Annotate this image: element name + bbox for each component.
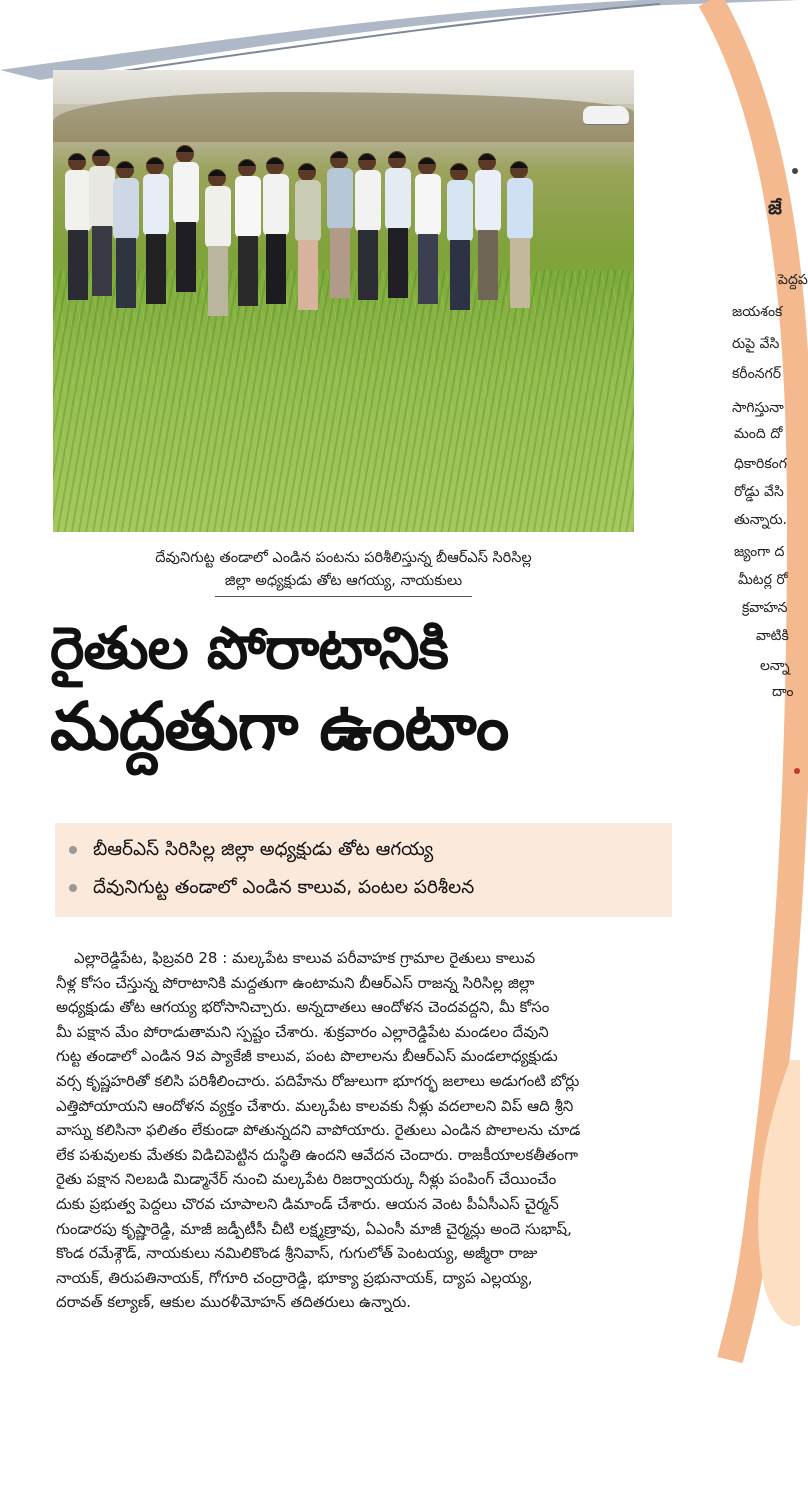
adjacent-subhead: జే [768,197,782,219]
body-line: దుకు ప్రభుత్వ పెద్దలు చొరవ చూపాలని డిమాండ్ చేశారు. ఆయన వెంట పీఏసీఎస్ చైర్మన్ [56,1194,559,1213]
adjacent-line: వాటికి [756,628,789,644]
body-line: అధ్యక్షుడు తోట ఆగయ్య భరోసానిచ్చారు. అన్నదాతలు ఆందోళన చెందవద్దని, మీ కోసం [56,998,550,1017]
body-line: కొండ రమేశ్గౌడ్, నాయకులు నమిలికొండ శ్రీనివాస్, గుగులోత్ పెంటయ్య, అజ్మీరా రాజు [56,1244,538,1263]
adjacent-line: రుపై వేసి [732,336,780,352]
body-line: ఎత్తిపోయాయని ఆందోళన వ్యక్తం చేశారు. మల్కపేట కాలవకు నీళ్లు వదలాలని విప్ ఆది శ్రీని [56,1096,574,1115]
body-line: లేక పశువులకు మేతకు విడిచిపెట్టిన దుస్థితి ఉందని ఆవేదన చెందారు. రాజకీయాలకతీతంగా [56,1145,579,1164]
highlight-item: దేవునిగుట్ట తండాలో ఎండిన కాలువ, పంటల పరిశీలన [69,869,658,907]
body-line: వాస్ను కలిసినా ఫలితం లేకుండా పోతున్నదని వాపోయారు. రైతులు ఎండిన పొలాలను చూడ [56,1121,581,1140]
red-dot-decoration [794,768,800,774]
body-line: ఎల్లారెడ్డిపేట, ఫిబ్రవరి 28 : మల్కపేట కాలువ పరీవాహక గ్రామాల రైతులు కాలువ [74,949,536,967]
bullet-icon [792,168,798,174]
adjacent-line: లన్నా [760,658,790,674]
caption-line-2: జిల్లా అధ్యక్షుడు తోట ఆగయ్య, నాయకులు [215,570,472,597]
body-line: నాయక్, తిరుపతినాయక్, గోగూరి చంద్రారెడ్డి, భూక్యా ప్రభునాయక్, ద్యాప ఎల్లయ్య, [56,1268,533,1287]
caption-line-1: దేవునిగుట్ట తండాలో ఎండిన పంటను పరిశీలిస్తున్న బీఆర్ఎస్ సిరిసిల్ల [155,550,532,566]
bullet-icon [69,846,77,854]
adjacent-line: దాం [772,684,794,700]
photo-caption [53,547,634,597]
body-line: గుట్ట తండాలో ఎండిన 9వ ప్యాకేజీ కాలువ, పంట పొలాలను బీఆర్ఎస్ మండలాధ్యక్షుడు [56,1047,558,1066]
body-line: వర్స కృష్ణహరితో కలిసి పరిశీలించారు. పదిహేను రోజులుగా భూగర్భ జలాలు అడుగంటి బోర్లు [56,1071,580,1090]
headline-line-1: రైతుల పోరాటానికి [50,614,448,682]
adjacent-line: కరీంనగర్ [732,366,781,382]
news-photo [53,70,634,532]
adjacent-line: జయశంక [732,304,783,320]
adjacent-line: ధికారికంగ [734,456,787,472]
headline [50,612,690,770]
adjacent-line: తున్నారు. [734,512,788,528]
body-line: నీళ్ల కోసం చేస్తున్న పోరాటానికి మద్దతుగా ఉంటామని బీఆర్ఎస్ రాజన్న సిరిసిల్ల జిల్లా [56,973,535,992]
headline-line-2: మద్దతుగా ఉంటాం [50,688,509,765]
adjacent-line: సాగిస్తునా [732,400,784,416]
adjacent-line: రోడ్డు వేసి [734,484,784,500]
body-line: దరావత్ కల్యాణ్, ఆకుల మురళీమోహన్ తదితరులు ఉన్నారు. [56,1293,412,1312]
adjacent-article-column [728,160,808,780]
article-body [56,946,768,1315]
bullet-icon [69,884,77,892]
group-of-people [53,70,634,532]
adjacent-line: పెద్దప [778,272,808,288]
adjacent-line: క్రవాహన [742,600,788,616]
highlight-item: బీఆర్ఎస్ సిరిసిల్ల జిల్లా అధ్యక్షుడు తోట ఆగయ్య [69,831,658,869]
adjacent-line: మంది దో [734,426,783,442]
body-line: రైతు పక్షాన నిలబడి మిడ్మానేర్ నుంచి మల్కపేట రిజర్వాయర్కు నీళ్లు పంపింగ్ చేయించేం [56,1170,557,1189]
adjacent-line: మీటర్ల రో [738,572,788,588]
adjacent-line: జ్యంగా ద [734,544,785,560]
highlights-box [55,823,672,917]
body-line: గుండారపు కృష్ణారెడ్డి, మాజీ జడ్పీటీసీ చీటి లక్ష్మణ్రావు, ఏఎంసీ మాజీ చైర్మన్లు అందె సుభాష్, [56,1219,572,1238]
body-line: మీ పక్షాన మేం పోరాడుతామని స్పష్టం చేశారు. శుక్రవారం ఎల్లారెడ్డిపేట మండలం దేవుని [56,1022,549,1041]
